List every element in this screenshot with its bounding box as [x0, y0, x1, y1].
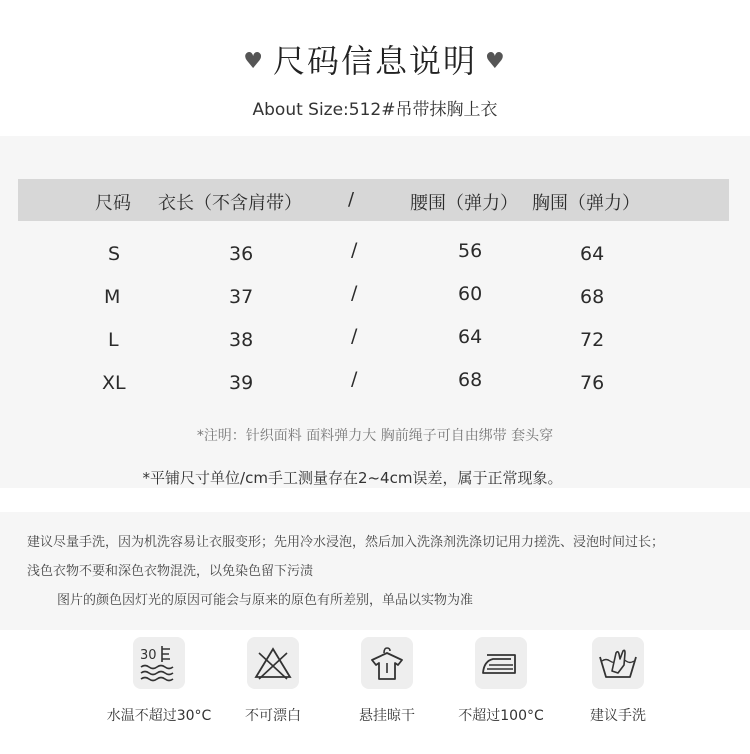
wash-30-icon	[133, 637, 185, 689]
header-waist: 腰围（弹力）	[410, 193, 518, 214]
hang-dry-icon	[361, 637, 413, 689]
cell-bust: 72	[580, 329, 605, 351]
cell-waist: 64	[458, 326, 483, 348]
cell-size: S	[108, 243, 121, 265]
table-header	[18, 179, 729, 221]
care-item-hand-wash	[558, 637, 678, 725]
cell-bust: 68	[580, 286, 605, 308]
care-label: 不超过100°C	[458, 708, 544, 724]
cell-waist: 60	[458, 283, 483, 305]
care-item-hang-dry	[327, 637, 447, 725]
hand-wash-icon	[592, 637, 644, 689]
care-label: 建议手洗	[590, 708, 646, 724]
cell-length: 36	[229, 243, 254, 265]
cell-slash: /	[351, 282, 358, 304]
care-icons	[0, 630, 750, 754]
header	[0, 0, 750, 136]
care-line-3: 图片的颜色因灯光的原因可能会与原来的原色有所差别，单品以实物为准	[57, 593, 474, 608]
care-label: 水温不超过30°C	[106, 708, 212, 724]
header-length: 衣长（不含肩带）	[158, 193, 302, 214]
cell-bust: 64	[580, 243, 605, 265]
no-bleach-icon	[247, 637, 299, 689]
care-item-no-bleach	[213, 637, 333, 725]
cell-slash: /	[351, 239, 358, 261]
header-bust: 胸围（弹力）	[532, 193, 640, 214]
cell-bust: 76	[580, 372, 605, 394]
cell-length: 39	[229, 372, 254, 394]
header-size: 尺码	[95, 193, 131, 214]
iron-icon	[475, 637, 527, 689]
cell-slash: /	[351, 325, 358, 347]
page-title	[0, 36, 750, 82]
title-text: 尺码信息说明	[272, 42, 477, 80]
heart-icon: ♥	[485, 49, 507, 74]
measurement-note: *平铺尺寸单位/cm手工测量存在2~4cm误差，属于正常现象。	[142, 469, 563, 487]
heart-icon: ♥	[243, 49, 265, 74]
cell-length: 37	[229, 286, 254, 308]
cell-size: L	[108, 329, 119, 351]
wash-temp-glyph: 30	[140, 648, 157, 663]
care-line-1: 建议尽量手洗，因为机洗容易让衣服变形；先用冷水浸泡，然后加入洗涤剂洗涤切记用力搓洗、浸泡时间过长；	[27, 535, 665, 550]
care-instructions	[0, 512, 750, 630]
care-line-2: 浅色衣物不要和深色衣物混洗，以免染色留下污渍	[27, 564, 314, 579]
cell-waist: 56	[458, 240, 483, 262]
cell-slash: /	[351, 368, 358, 390]
care-item-wash-temp	[99, 637, 219, 725]
care-label: 不可漂白	[245, 708, 301, 724]
header-slash: /	[348, 189, 355, 210]
care-item-iron	[441, 637, 561, 725]
size-table	[0, 136, 750, 488]
cell-length: 38	[229, 329, 254, 351]
cell-size: M	[104, 286, 121, 308]
cell-size: XL	[102, 372, 126, 394]
care-label: 悬挂晾干	[359, 708, 415, 724]
subtitle: About Size:512#吊带抹胸上衣	[252, 100, 498, 120]
fabric-note: *注明：针织面料 面料弹力大 胸前绳子可自由绑带 套头穿	[196, 428, 554, 444]
cell-waist: 68	[458, 369, 483, 391]
